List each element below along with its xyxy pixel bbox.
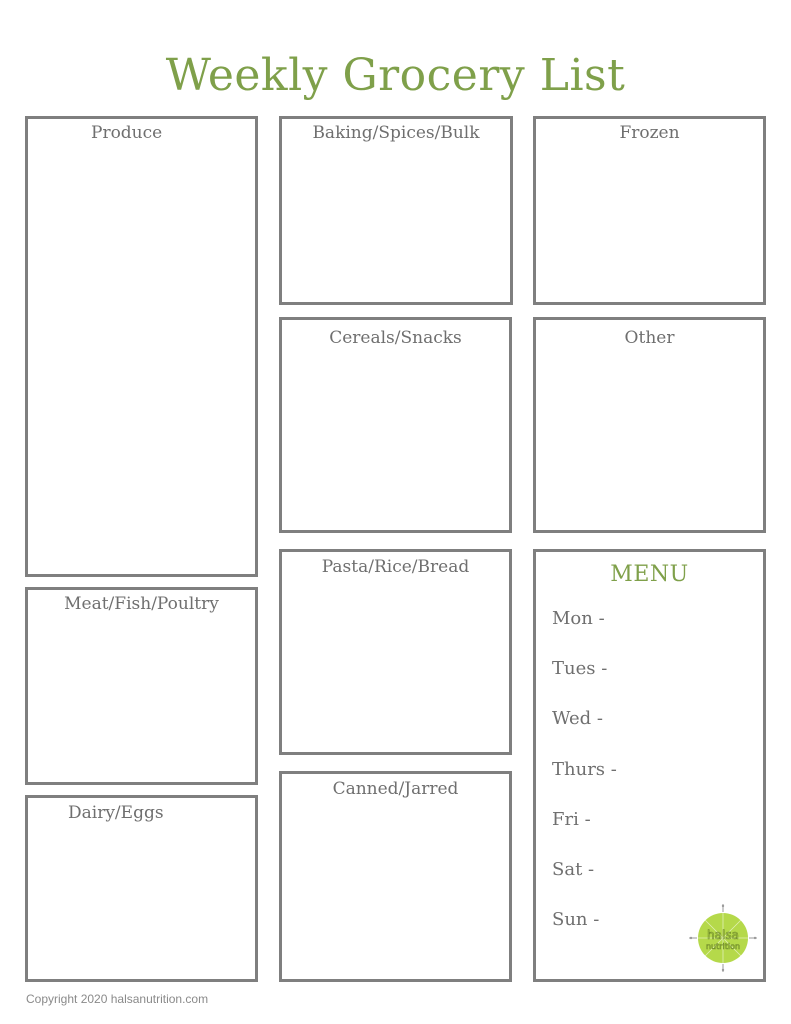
section-produce[interactable]: [25, 116, 258, 577]
halsa-nutrition-logo-icon: [688, 903, 758, 973]
section-baking-spices-bulk[interactable]: [279, 116, 513, 305]
section-label-frozen: Frozen: [619, 123, 680, 143]
menu-day-fri[interactable]: Fri -: [552, 809, 591, 830]
section-cereals-snacks[interactable]: [279, 317, 512, 533]
section-label-baking-spices-bulk: Baking/Spices/Bulk: [312, 123, 480, 143]
section-label-other: Other: [624, 328, 675, 348]
menu-day-thurs[interactable]: Thurs -: [552, 759, 617, 780]
copyright-text: Copyright 2020 halsanutrition.com: [26, 992, 209, 1006]
logo-text-line1: halsa: [707, 928, 739, 942]
section-label-cereals-snacks: Cereals/Snacks: [329, 328, 462, 348]
section-label-pasta-rice-bread: Pasta/Rice/Bread: [321, 557, 470, 577]
section-label-canned-jarred: Canned/Jarred: [332, 779, 459, 799]
section-canned-jarred[interactable]: [279, 771, 512, 982]
page-title: Weekly Grocery List: [165, 50, 626, 101]
menu-day-sat[interactable]: Sat -: [552, 859, 595, 880]
section-label-produce: Produce: [91, 123, 163, 143]
section-frozen[interactable]: [533, 116, 766, 305]
menu-day-tues[interactable]: Tues -: [552, 658, 608, 679]
section-dairy-eggs[interactable]: [25, 795, 258, 982]
section-pasta-rice-bread[interactable]: [279, 549, 512, 755]
menu-day-wed[interactable]: Wed -: [552, 708, 604, 729]
section-other[interactable]: [533, 317, 766, 533]
section-label-meat-fish-poultry: Meat/Fish/Poultry: [64, 594, 219, 614]
logo-text-line2: nutrition: [705, 942, 741, 951]
menu-day-sun[interactable]: Sun -: [552, 909, 600, 930]
section-label-dairy-eggs: Dairy/Eggs: [68, 803, 164, 823]
section-meat-fish-poultry[interactable]: [25, 587, 258, 785]
menu-title: MENU: [610, 562, 689, 587]
menu-day-mon[interactable]: Mon -: [552, 608, 605, 629]
